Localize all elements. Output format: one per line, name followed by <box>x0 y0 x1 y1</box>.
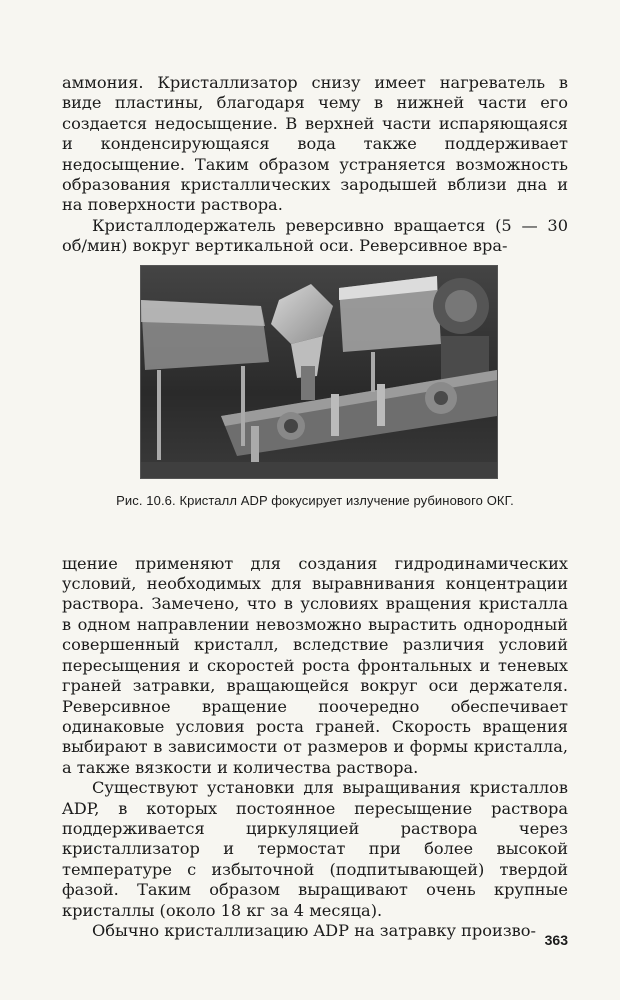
apparatus-photo <box>140 265 498 479</box>
paragraph-2: Кристаллодержатель реверсивно вращается (5 — 30 об/мин) вокруг вертикальной оси. Реверсивное вра- <box>62 215 568 256</box>
paragraph-3: щение применяют для создания гидродинамических условий, необходимых для выравнивания концентрации раствора. Замечено, что в условиях вращения кристалла в одном направлении невозможно вырастить однородный совершенный кристалл, вследствие различия условий пересыщения и скоростей роста фронтальных и теневых граней затравки, вращающейся вокруг оси держателя. Реверсивное вращение поочередно обеспечивает одинаковые условия роста граней. Скорость вращения выбирают в зависимости от размеров и формы кристалла, а также вязкости и количества раствора. <box>62 553 568 777</box>
paragraph-5: Обычно кристаллизацию ADP на затравку произво- <box>92 920 536 940</box>
spacer <box>62 508 568 554</box>
paragraph-4: Существуют установки для выращивания кристаллов ADP, в которых постоянное пересыщение раствора поддерживается циркуляцией раствора через кристаллизатор и термостат при более высокой температуре с избыточной (подпитывающей) твердой фазой. Таким образом выращивают очень крупные кристаллы (около 18 кг за 4 месяца). <box>62 778 568 920</box>
paragraph-1: аммония. Кристаллизатор снизу имеет нагреватель в виде пластины, благодаря чему в нижней части его создается недосыщение. В верхней части испаряющаяся и конденсирующаяся вода также поддерживает недосыщение. Таким образом устраняется возможность образования кристаллических зародышей вблизи дна и на поверхности раствора. <box>62 73 568 215</box>
figure-caption: Рис. 10.6. Кристалл ADP фокусирует излучение рубинового ОКГ. <box>116 492 514 508</box>
page-body <box>62 73 568 941</box>
figure-10-6 <box>62 265 568 508</box>
crystal-laser-apparatus-image <box>141 266 497 478</box>
page-number: 363 <box>544 932 568 948</box>
